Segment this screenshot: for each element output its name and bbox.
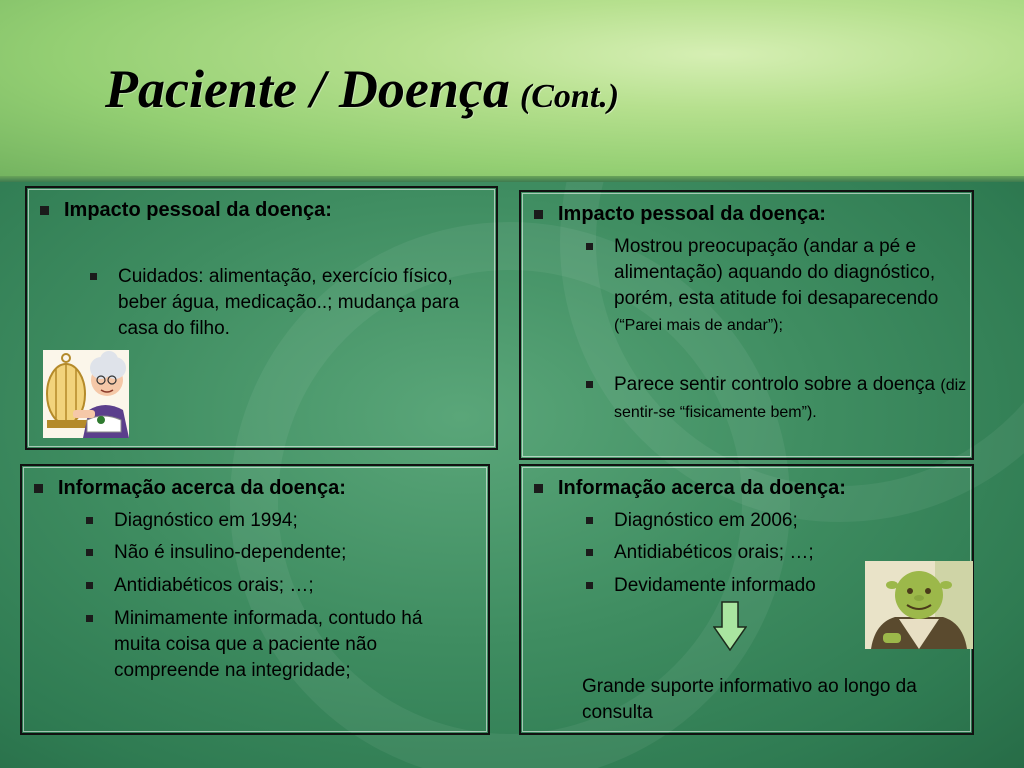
item-text: Mostrou preocupação (andar a pé e alimentação) aquando do diagnóstico, porém, esta atitude foi desaparecendo: [614, 236, 939, 309]
title-main: Paciente / Doença: [105, 59, 510, 119]
list-item: [584, 234, 968, 339]
list-item: Antidiabéticos orais; …;: [84, 573, 480, 599]
panel-disease-info-left: [20, 464, 490, 735]
list-item: Devidamente informado: [584, 573, 884, 599]
item-quote: (diz sentir-se “fisicamente bem”).: [614, 377, 967, 421]
list-item: Diagnóstico em 1994;: [84, 508, 480, 534]
list-item: Cuidados: alimentação, exercício físico, beber água, medicação..; mudança para casa do filho.: [88, 264, 480, 342]
grandmother-illustration: [43, 350, 129, 438]
list-item: Diagnóstico em 2006;: [584, 508, 884, 534]
list-item: Antidiabéticos orais; …;: [584, 540, 884, 566]
heading-disease-info-left: Informação acerca da doença:: [22, 476, 346, 500]
item-quote: (“Parei mais de andar”);: [614, 317, 783, 334]
list-item: [584, 372, 968, 426]
list-item: Não é insulino-dependente;: [84, 540, 480, 566]
item-text: Parece sentir controlo sobre a doença: [614, 374, 936, 395]
heading-personal-impact-right: Impacto pessoal da doença:: [522, 202, 826, 226]
title-sub: (Cont.): [519, 78, 620, 115]
ogre-illustration: [865, 561, 973, 649]
slide-title: [105, 59, 620, 119]
down-arrow-icon: [713, 601, 747, 651]
heading-personal-impact-left: Impacto pessoal da doença:: [28, 198, 332, 222]
heading-disease-info-right: Informação acerca da doença:: [522, 476, 846, 500]
conclusion-text: Grande suporte informativo ao longo da consulta: [582, 676, 917, 723]
list-item: Minimamente informada, contudo há muita coisa que a paciente não compreende na integridade;: [84, 606, 464, 684]
